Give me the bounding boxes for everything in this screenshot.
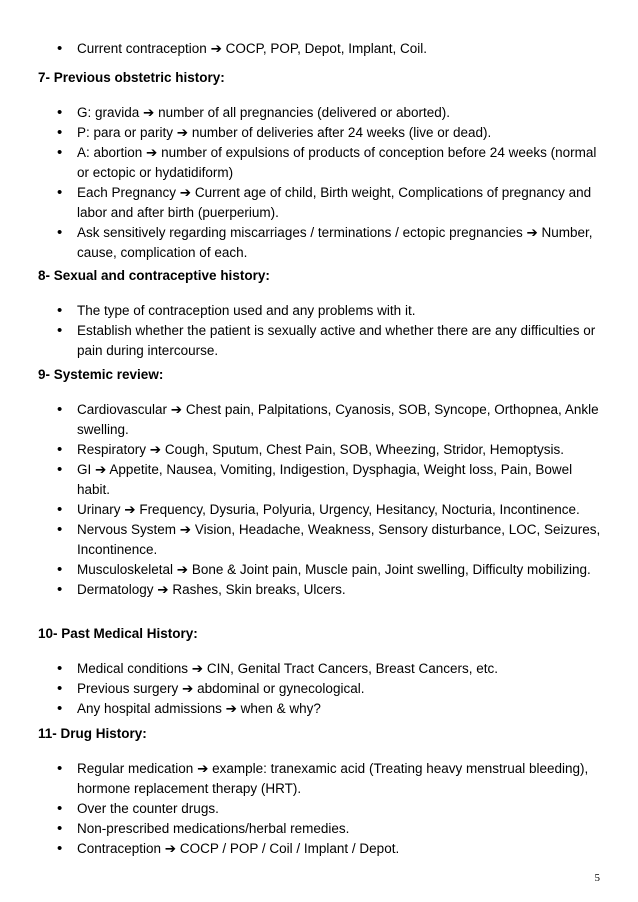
section-sexual-contraceptive-history	[38, 266, 608, 361]
bullet-list	[38, 400, 608, 600]
section-obstetric-history	[38, 68, 608, 263]
list-item: • Previous surgery ➔ abdominal or gynecological.	[38, 679, 608, 699]
section-heading: 8- Sexual and contraceptive history:	[38, 268, 270, 283]
bullet-list	[38, 103, 608, 263]
section-systemic-review	[38, 365, 608, 600]
page-number: 5	[594, 872, 600, 884]
intro-block	[38, 39, 608, 59]
list-item: • The type of contraception used and any problems with it.	[38, 301, 608, 321]
list-item: • Cardiovascular ➔ Chest pain, Palpitations, Cyanosis, SOB, Syncope, Orthopnea, Ankle swelling.	[38, 400, 608, 440]
list-item: • Musculoskeletal ➔ Bone & Joint pain, Muscle pain, Joint swelling, Difficulty mobilizing.	[38, 560, 608, 580]
list-item: • Ask sensitively regarding miscarriages / terminations / ectopic pregnancies ➔ Number, cause, complication of each.	[38, 223, 608, 263]
section-past-medical-history	[38, 624, 608, 719]
section-heading: 10- Past Medical History:	[38, 626, 198, 641]
list-item: • GI ➔ Appetite, Nausea, Vomiting, Indigestion, Dysphagia, Weight loss, Pain, Bowel habit.	[38, 460, 608, 500]
section-heading: 9- Systemic review:	[38, 367, 164, 382]
list-item: • Each Pregnancy ➔ Current age of child, Birth weight, Complications of pregnancy and labor and after birth (puerperium).	[38, 183, 608, 223]
section-drug-history	[38, 724, 608, 859]
list-item: • Over the counter drugs.	[38, 799, 608, 819]
section-heading: 11- Drug History:	[38, 726, 147, 741]
list-item: • Current contraception ➔ COCP, POP, Depot, Implant, Coil.	[38, 39, 608, 59]
list-item: • G: gravida ➔ number of all pregnancies (delivered or aborted).	[38, 103, 608, 123]
bullet-list	[38, 659, 608, 719]
list-item: • Dermatology ➔ Rashes, Skin breaks, Ulcers.	[38, 580, 608, 600]
section-heading: 7- Previous obstetric history:	[38, 70, 225, 85]
list-item: • Regular medication ➔ example: tranexamic acid (Treating heavy menstrual bleeding), hormone replacement therapy (HRT).	[38, 759, 608, 799]
list-item: • Medical conditions ➔ CIN, Genital Tract Cancers, Breast Cancers, etc.	[38, 659, 608, 679]
list-item: • Non-prescribed medications/herbal remedies.	[38, 819, 608, 839]
list-item: • Any hospital admissions ➔ when & why?	[38, 699, 608, 719]
list-item: • Nervous System ➔ Vision, Headache, Weakness, Sensory disturbance, LOC, Seizures, Incontinence.	[38, 520, 608, 560]
bullet-list	[38, 39, 608, 59]
list-item: • Respiratory ➔ Cough, Sputum, Chest Pain, SOB, Wheezing, Stridor, Hemoptysis.	[38, 440, 608, 460]
list-item: • Establish whether the patient is sexually active and whether there are any difficulties or pain during intercourse.	[38, 321, 608, 361]
bullet-list	[38, 301, 608, 361]
list-item: • Urinary ➔ Frequency, Dysuria, Polyuria, Urgency, Hesitancy, Nocturia, Incontinence.	[38, 500, 608, 520]
list-item: • A: abortion ➔ number of expulsions of products of conception before 24 weeks (normal or ectopic or hydatidiform)	[38, 143, 608, 183]
bullet-list	[38, 759, 608, 859]
list-item: • Contraception ➔ COCP / POP / Coil / Implant / Depot.	[38, 839, 608, 859]
list-item: • P: para or parity ➔ number of deliveries after 24 weeks (live or dead).	[38, 123, 608, 143]
